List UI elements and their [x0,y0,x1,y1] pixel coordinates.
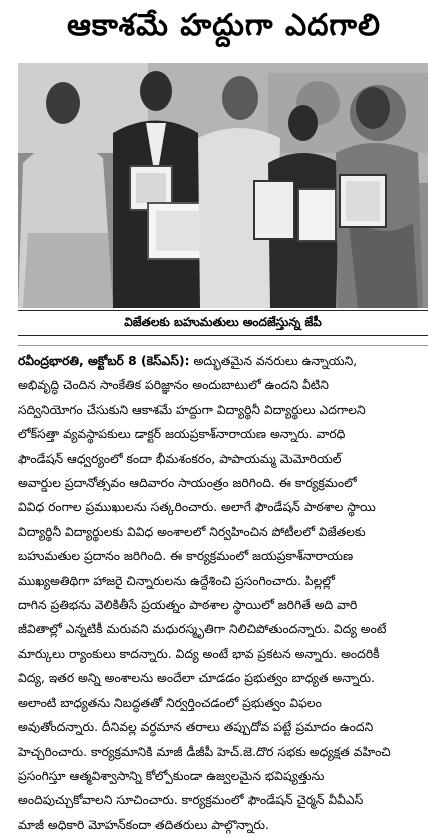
article-line: బహుమతుల ప్రదానం జరిగింది. ఈ కార్యక్రమంలో జయప్రకాశ్‌నారాయణ [18,549,354,564]
article-line: అభివృద్ధి చెందిన సాంకేతిక పరిజ్ఞానం అందుబాటులో ఉందని వీటిని [18,378,329,393]
article-body [18,349,430,837]
article-line: అలాంటి బాధ్యతను నిబద్ధతతో నిర్వర్తించడంలో ప్రభుత్వం విఫలం [18,695,322,710]
article-line: ఫౌండేషన్ ఆధ్వర్యంలో కందా భీమశంకరం, పాపాయమ్మ మెమోరియల్ [18,451,342,466]
article-line: హెచ్చరించారు. కార్యక్రమానికి మాజీ డీజీపీ హెచ్.జె.దొర సభకు అధ్యక్షత వహించి [18,744,391,759]
article-line: మాజీ అధికారి మోహన్‌కందా తదితరులు పాల్గొన్నారు. [18,817,269,832]
article-line: సద్వినియోగం చేసుకుని ఆకాశమే హద్దుగా విద్యార్థినీ విద్యార్థులు ఎదగాలని [18,402,366,417]
article-line: విద్య, ఇతర అన్ని అంశాలను అందేలా చూడడం ప్రభుత్వం బాధ్యత అన్నారు. [18,671,375,686]
article-line: జీవితాల్లో ఎన్నటికీ మరువని మధురస్మృతిగా నిలిచిపోతుందన్నారు. విద్య అంటే [18,622,387,637]
article-line: ముఖ్యఅతిథిగా హాజరై చిన్నారులను ఉద్దేశించి ప్రసంగించారు. పిల్లల్లో [18,573,335,588]
article-line: ప్రసంగిస్తూ ఆత్మవిశ్వాసాన్ని కోల్పోకుండా ఉజ్వలమైన భవిష్యత్తును [18,768,325,783]
news-photo [18,63,428,308]
article-line: అందిపుచ్చుకోవాలని సూచించారు. కార్యక్రమంలో ఫౌండేషన్ చైర్మన్ వీవీఎస్ [18,793,364,808]
article-line [18,349,430,373]
article-line: వివిధ రంగాల ప్రముఖులను సత్కరించారు. అలాగే ఫౌండేషన్ పాఠశాల స్థాయి [18,500,376,515]
photo-caption: విజేతలకు బహుమతులు అందజేస్తున్న జేపీ [124,314,322,329]
caption-bar [18,310,428,336]
article-text: అద్భుతమైన వనరులు ఉన్నాయని, [189,354,358,368]
article-line: దాగిన ప్రతిభను వెలికితీసే ప్రయత్నం పాఠశాల స్థాయిలో జరిగితే అది వారి [18,598,358,613]
photo-illustration [18,63,428,308]
article-line: అవార్డుల ప్రదానోత్సవం ఆదివారం సాయంత్రం జరిగింది. ఈ కార్యక్రమంలో [18,476,357,491]
article-line: మార్కులు ర్యాంకులు కాదన్నారు. విద్య అంటే భావ ప్రకటన అన్నారు. అందరికీ [18,646,380,661]
dateline: రవీంద్రభారతి, అక్టోబర్ 8 (కెస్ఎస్): [18,354,190,368]
article-line: విద్యార్థినీ విద్యార్థులకు వివిధ అంశాలలో నిర్వహించిన పోటీలలో విజేతలకు [18,524,366,539]
headline: ఆకాశమే హద్దుగా ఎదగాలి [66,8,382,43]
divider [18,345,428,346]
article-line: లోక్‌సత్తా వ్యవస్థాపకులు డాక్టర్ జయప్రకాశ్‌నారాయణ అన్నారు. వారధి [18,427,346,442]
article-line: అవుతోందన్నారు. దీనివల్ల వర్ధమాన తరాలు తప్పుదోవ పట్టే ప్రమాదం ఉందని [18,720,374,735]
